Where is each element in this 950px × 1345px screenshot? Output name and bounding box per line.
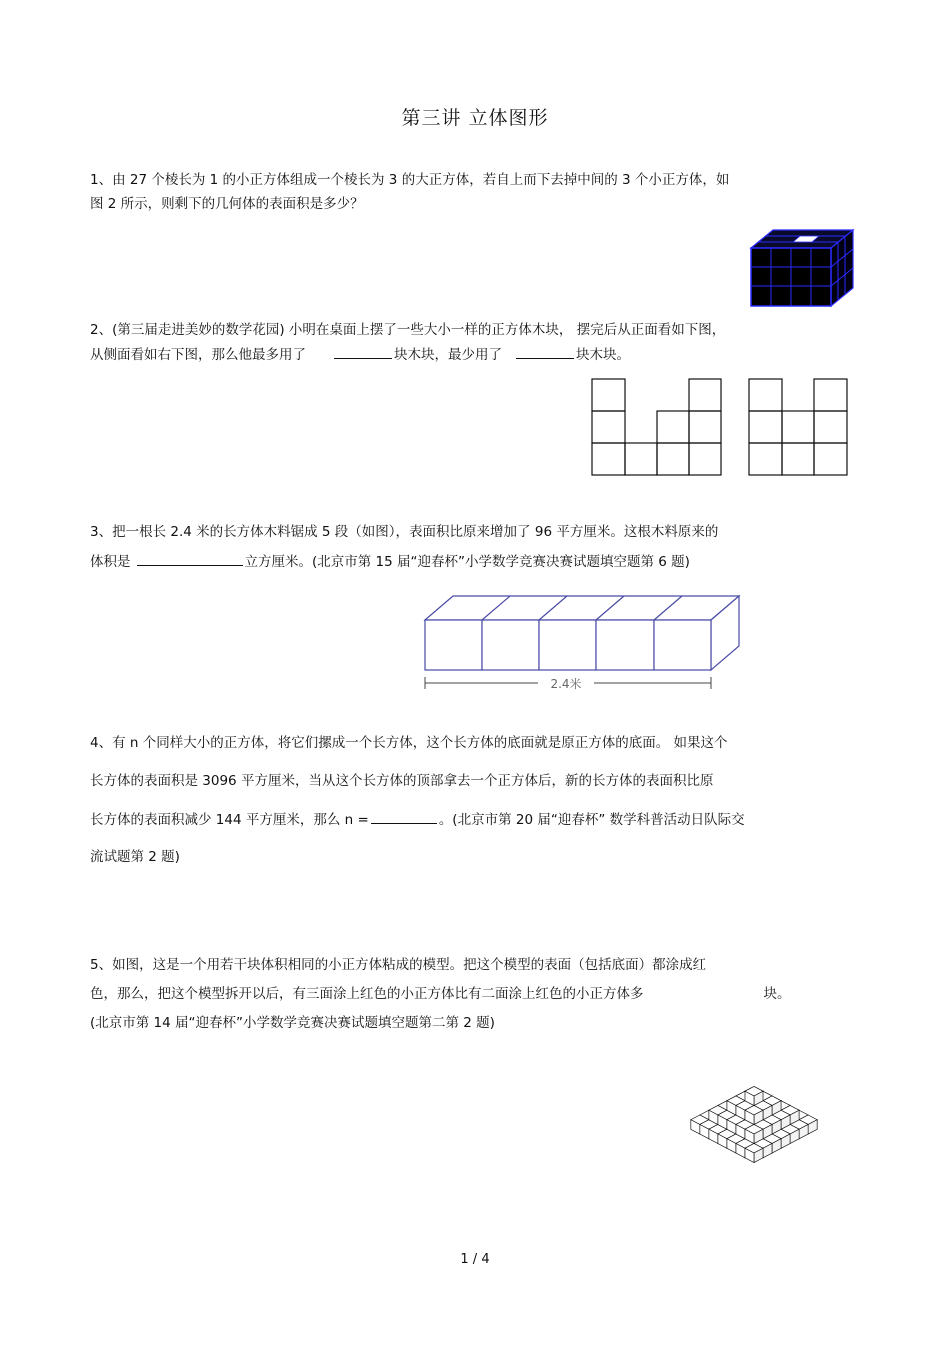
q5-line1: 5、如图，这是一个用若干块体积相同的小正方体粘成的模型。把这个模型的表面（包括底面）都涂成红: [90, 957, 707, 973]
q2-line2: [90, 344, 630, 365]
q4-line1: 4、有 n 个同样大小的正方体，将它们摞成一个长方体，这个长方体的底面就是原正方体的底面。 如果这个: [90, 735, 728, 751]
q5-line2-part1: 色，那么，把这个模型拆开以后，有三面涂上红色的小正方体比有二面涂上红色的小正方体多: [90, 986, 644, 1002]
q2-line1: 2、(第三届走进美妙的数学花园) 小明在桌面上摆了一些大小一样的正方体木块， 摆完后从正面看如下图，: [90, 322, 726, 338]
q4-line2: 长方体的表面积是 3096 平方厘米，当从这个长方体的顶部拿去一个正方体后，新的长方体的表面积比原: [90, 773, 714, 789]
q5-answer-blank[interactable]: [648, 984, 760, 998]
q4-answer-blank[interactable]: [371, 809, 437, 824]
q3-timber-figure: [420, 592, 745, 692]
q3-figure-length-label: 2.4米: [550, 677, 582, 691]
q3-line2: [90, 551, 690, 572]
q2-line2-part3: 块木块。: [576, 347, 630, 363]
q4-line3-part2: 。(北京市第 20 届“迎春杯” 数学科普活动日队际交: [438, 812, 745, 828]
q2-line2-part2: 块木块，最少用了: [394, 347, 502, 363]
q5-pyramid-figure: [660, 1078, 850, 1190]
q2-answer-blank-max[interactable]: [334, 344, 392, 359]
q2-side-view-figure: [748, 378, 850, 478]
q5-line2: [90, 984, 791, 1004]
q2-answer-blank-min[interactable]: [516, 344, 574, 359]
q5-line3: (北京市第 14 届“迎春杯”小学数学竞赛决赛试题填空题第二第 2 题): [90, 1015, 495, 1031]
q1-line1: 1、由 27 个棱长为 1 的小正方体组成一个棱长为 3 的大正方体，若自上而下去掉中间的 3 个小正方体，如: [90, 172, 730, 188]
q3-line2-part1: 体积是: [90, 554, 131, 570]
q2-front-view-figure: [591, 378, 725, 478]
q4-line3-part1: 长方体的表面积减少 144 平方厘米，那么 n =: [90, 812, 369, 828]
q2-line2-part1: 从侧面看如右下图，那么他最多用了: [90, 347, 306, 363]
q3-answer-blank[interactable]: [137, 551, 243, 566]
q4-line3: [90, 809, 745, 830]
q5-line2-part2: 块。: [763, 986, 791, 1002]
q3-line2-part2: 立方厘米。(北京市第 15 届“迎春杯”小学数学竞赛决赛试题填空题第 6 题): [244, 554, 690, 570]
q1-line2: 图 2 所示，则剩下的几何体的表面积是多少？: [90, 196, 364, 212]
page-number: 1 / 4: [460, 1252, 490, 1267]
q3-line1: 3、把一根长 2.4 米的长方体木料锯成 5 段（如图），表面积比原来增加了 96 平方厘米。这根木料原来的: [90, 524, 719, 540]
q4-line4: 流试题第 2 题): [90, 849, 180, 865]
q1-cube-figure: [749, 228, 855, 308]
page-title: 第三讲 立体图形: [401, 107, 549, 129]
